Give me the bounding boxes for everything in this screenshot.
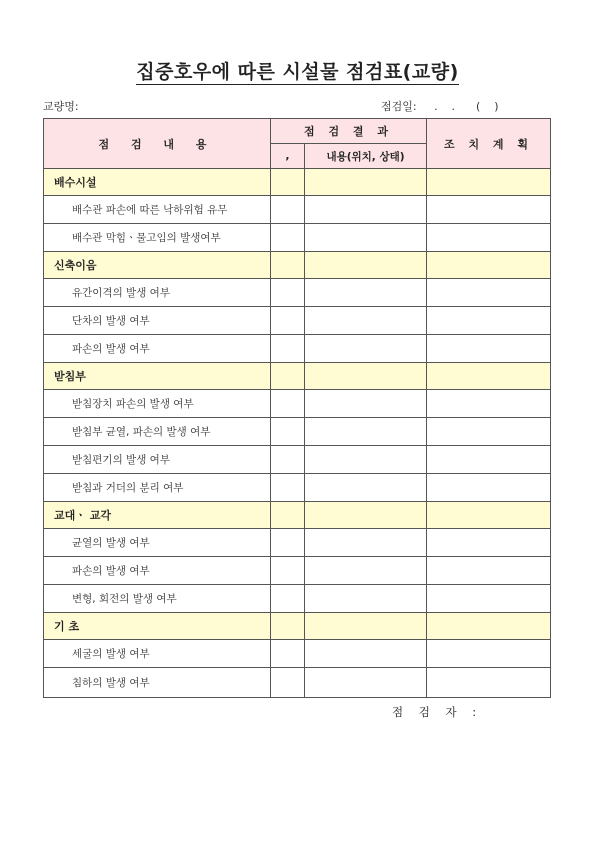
check-cell[interactable] (271, 418, 305, 446)
section-check-cell (271, 169, 305, 196)
action-cell[interactable] (427, 557, 551, 585)
section-detail-cell (305, 252, 427, 279)
check-cell[interactable] (271, 307, 305, 335)
check-cell[interactable] (271, 196, 305, 224)
action-cell[interactable] (427, 279, 551, 307)
inspection-item: 받침부 균열, 파손의 발생 여부 (44, 418, 271, 446)
section-detail-cell (305, 169, 427, 196)
inspection-item: 받침장치 파손의 발생 여부 (44, 390, 271, 418)
section-title: 신축이음 (44, 252, 271, 279)
inspection-item: 침하의 발생 여부 (44, 668, 271, 698)
detail-cell[interactable] (305, 307, 427, 335)
action-cell[interactable] (427, 529, 551, 557)
table-row (44, 474, 551, 502)
section-action-cell (427, 502, 551, 529)
section-action-cell (427, 252, 551, 279)
check-cell[interactable] (271, 446, 305, 474)
inspection-item: 파손의 발생 여부 (44, 557, 271, 585)
detail-cell[interactable] (305, 557, 427, 585)
section-detail-cell (305, 502, 427, 529)
action-cell[interactable] (427, 668, 551, 698)
section-check-cell (271, 252, 305, 279)
inspection-item: 균열의 발생 여부 (44, 529, 271, 557)
section-row (44, 252, 551, 279)
inspection-item: 변형, 회전의 발생 여부 (44, 585, 271, 613)
inspection-item: 단차의 발생 여부 (44, 307, 271, 335)
inspection-item: 파손의 발생 여부 (44, 335, 271, 363)
action-cell[interactable] (427, 418, 551, 446)
table-row (44, 529, 551, 557)
detail-cell[interactable] (305, 585, 427, 613)
check-cell[interactable] (271, 335, 305, 363)
detail-cell[interactable] (305, 418, 427, 446)
header-inspection-result: 점 검 결 과 (271, 119, 427, 144)
table-row (44, 418, 551, 446)
detail-cell[interactable] (305, 668, 427, 698)
table-row (44, 335, 551, 363)
check-cell[interactable] (271, 557, 305, 585)
detail-cell[interactable] (305, 335, 427, 363)
detail-cell[interactable] (305, 529, 427, 557)
check-cell[interactable] (271, 529, 305, 557)
header-check-mark: , (271, 144, 305, 169)
detail-cell[interactable] (305, 446, 427, 474)
action-cell[interactable] (427, 196, 551, 224)
section-action-cell (427, 613, 551, 640)
inspection-item: 받침편기의 발생 여부 (44, 446, 271, 474)
inspection-table-body (44, 169, 551, 698)
section-detail-cell (305, 613, 427, 640)
action-cell[interactable] (427, 335, 551, 363)
section-check-cell (271, 502, 305, 529)
table-row (44, 390, 551, 418)
inspection-item: 세굴의 발생 여부 (44, 640, 271, 668)
document-title: 집중호우에 따른 시설물 점검표(교량) (136, 61, 459, 83)
table-row (44, 640, 551, 668)
inspection-item: 유간이격의 발생 여부 (44, 279, 271, 307)
section-detail-cell (305, 363, 427, 390)
table-row (44, 446, 551, 474)
check-cell[interactable] (271, 585, 305, 613)
detail-cell[interactable] (305, 224, 427, 252)
action-cell[interactable] (427, 390, 551, 418)
inspection-item: 배수관 막힘ㆍ물고임의 발생여부 (44, 224, 271, 252)
section-action-cell (427, 363, 551, 390)
detail-cell[interactable] (305, 196, 427, 224)
detail-cell[interactable] (305, 640, 427, 668)
section-title: 교대ㆍ 교각 (44, 502, 271, 529)
check-cell[interactable] (271, 224, 305, 252)
check-cell[interactable] (271, 390, 305, 418)
section-title: 배수시설 (44, 169, 271, 196)
table-row (44, 557, 551, 585)
table-row (44, 585, 551, 613)
check-cell[interactable] (271, 668, 305, 698)
table-row (44, 196, 551, 224)
inspection-table (43, 118, 551, 698)
section-row (44, 502, 551, 529)
section-title: 기 초 (44, 613, 271, 640)
action-cell[interactable] (427, 474, 551, 502)
table-row (44, 279, 551, 307)
check-cell[interactable] (271, 474, 305, 502)
detail-cell[interactable] (305, 474, 427, 502)
header-action-plan: 조 치 계 획 (427, 119, 551, 169)
inspector-label: 점 검 자 : (392, 705, 483, 719)
section-row (44, 363, 551, 390)
header-inspection-item: 점 검 내 용 (44, 119, 271, 169)
header-detail: 내용(위치, 상태) (305, 144, 427, 169)
action-cell[interactable] (427, 224, 551, 252)
action-cell[interactable] (427, 307, 551, 335)
section-title: 받침부 (44, 363, 271, 390)
check-cell[interactable] (271, 640, 305, 668)
action-cell[interactable] (427, 446, 551, 474)
section-row (44, 613, 551, 640)
inspection-item: 배수관 파손에 따른 낙하위험 유무 (44, 196, 271, 224)
inspection-date-label: 점검일: . . ( ) (381, 100, 499, 113)
bridge-name-label: 교량명: (43, 100, 79, 113)
inspection-item: 받침과 거더의 분리 여부 (44, 474, 271, 502)
table-row (44, 668, 551, 698)
check-cell[interactable] (271, 279, 305, 307)
action-cell[interactable] (427, 585, 551, 613)
detail-cell[interactable] (305, 279, 427, 307)
detail-cell[interactable] (305, 390, 427, 418)
table-row (44, 224, 551, 252)
table-row (44, 307, 551, 335)
section-action-cell (427, 169, 551, 196)
section-check-cell (271, 613, 305, 640)
section-check-cell (271, 363, 305, 390)
section-row (44, 169, 551, 196)
action-cell[interactable] (427, 640, 551, 668)
